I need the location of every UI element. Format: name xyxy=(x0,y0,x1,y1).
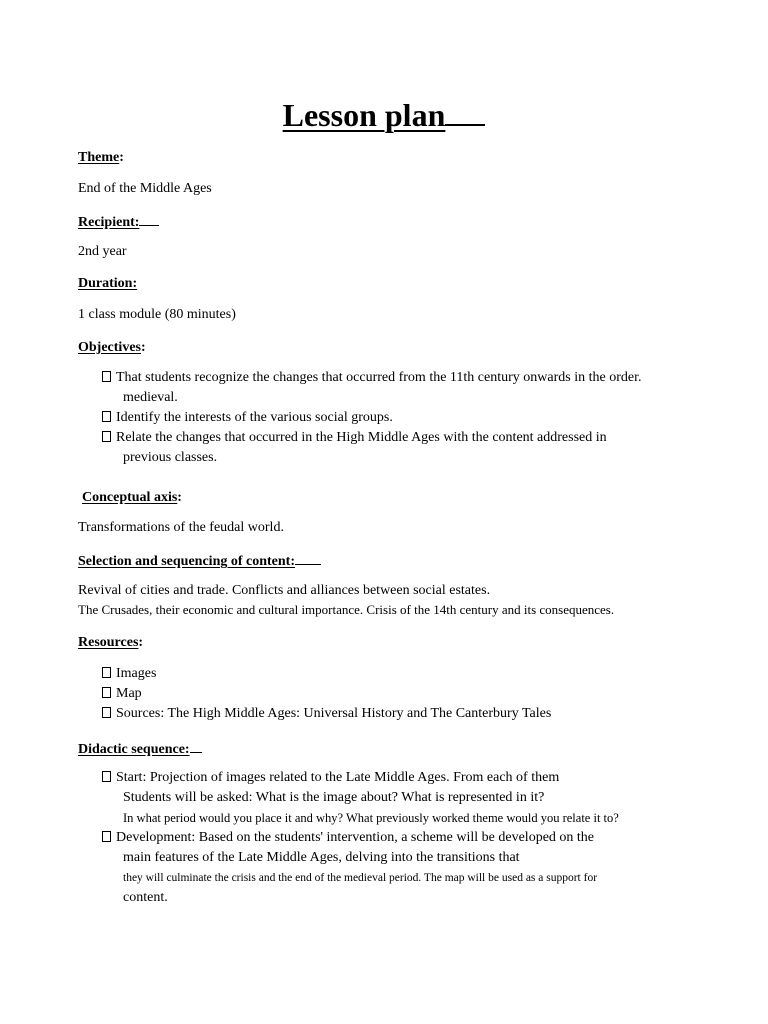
list-item: Development: Based on the students' intervention, a scheme will be developed on the main features of the Late Middle Ages, delving into the transitions that they will culminate the crisis and the end of the medieval period. The map will be used as a support for content. xyxy=(102,828,619,908)
checkbox-icon xyxy=(102,687,111,698)
selection-heading: Selection and sequencing of content: xyxy=(78,551,321,571)
list-item: Identify the interests of the various social groups. xyxy=(102,408,641,428)
objectives-heading: Objectives: xyxy=(78,340,146,355)
list-item: Images xyxy=(102,664,551,684)
objectives-list xyxy=(102,368,641,468)
list-item: Map xyxy=(102,684,551,704)
resources-list xyxy=(102,664,551,724)
theme-heading: Theme: xyxy=(78,150,124,165)
theme-value: End of the Middle Ages xyxy=(78,181,212,196)
conceptual-axis-heading: Conceptual axis: xyxy=(82,490,182,505)
recipient-value: 2nd year xyxy=(78,244,127,259)
checkbox-icon xyxy=(102,371,111,382)
selection-line-2: The Crusades, their economic and cultural importance. Crisis of the 14th century and its consequences. xyxy=(78,602,615,617)
list-item: That students recognize the changes that occurred from the 11th century onwards in the order. medieval. xyxy=(102,368,641,408)
checkbox-icon xyxy=(102,707,111,718)
list-item: Relate the changes that occurred in the High Middle Ages with the content addressed in previous classes. xyxy=(102,428,641,468)
duration-value: 1 class module (80 minutes) xyxy=(78,307,236,322)
recipient-heading: Recipient: xyxy=(78,212,159,232)
didactic-heading: Didactic sequence: xyxy=(78,739,202,759)
resources-heading: Resources: xyxy=(78,635,144,650)
selection-line-1: Revival of cities and trade. Conflicts and alliances between social estates. xyxy=(78,583,491,598)
checkbox-icon xyxy=(102,667,111,678)
checkbox-icon xyxy=(102,771,111,782)
checkbox-icon xyxy=(102,431,111,442)
checkbox-icon xyxy=(102,411,111,422)
list-item: Sources: The High Middle Ages: Universal History and The Canterbury Tales xyxy=(102,704,551,724)
checkbox-icon xyxy=(102,831,111,842)
list-item: Start: Projection of images related to the Late Middle Ages. From each of them Students will be asked: What is the image about? What is represented in it? In what period would you place it and why? What previously worked theme would you relate it to? xyxy=(102,768,619,828)
didactic-list xyxy=(102,768,619,908)
conceptual-axis-value: Transformations of the feudal world. xyxy=(78,520,284,535)
page-title: Lesson plan xyxy=(0,94,768,135)
duration-heading: Duration: xyxy=(78,276,138,291)
